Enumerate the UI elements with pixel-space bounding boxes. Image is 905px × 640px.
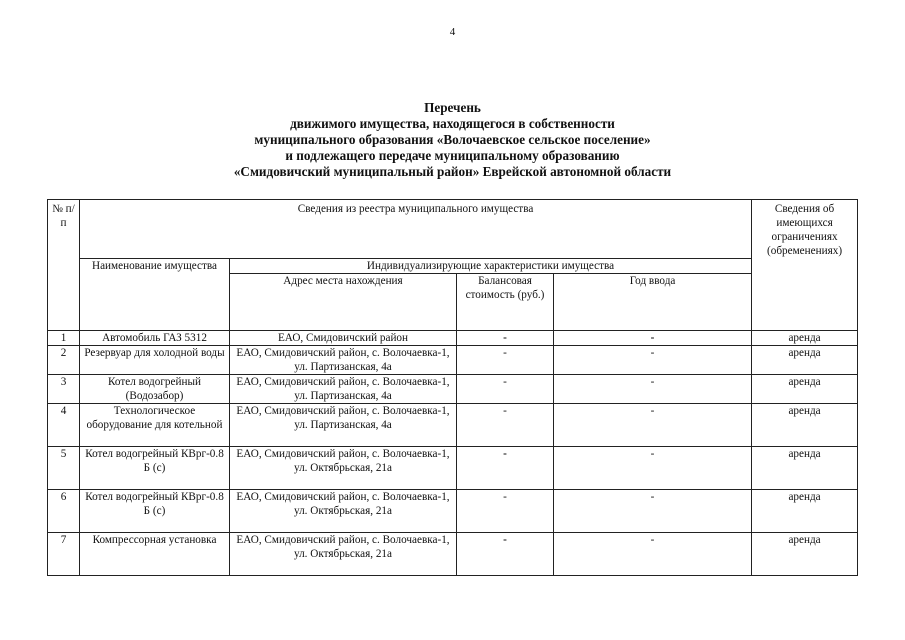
- row-balance: -: [457, 375, 554, 404]
- header-registry: Сведения из реестра муниципального имущества: [80, 200, 752, 259]
- header-year: Год ввода: [554, 274, 752, 331]
- table-row: [48, 331, 858, 346]
- table-row: [48, 490, 858, 533]
- header-name: Наименование имущества: [80, 259, 230, 331]
- row-address: ЕАО, Смидовичский район, с. Волочаевка-1, ул. Октябрьская, 21а: [230, 533, 457, 576]
- row-restriction: аренда: [752, 533, 858, 576]
- title-line-4: и подлежащего передаче муниципальному образованию: [285, 148, 620, 163]
- header-restrictions: Сведения об имеющихся ограничениях (обременениях): [752, 200, 858, 331]
- page-number: 4: [449, 26, 456, 38]
- row-num: 2: [48, 346, 80, 375]
- row-num: 3: [48, 375, 80, 404]
- row-year: -: [554, 533, 752, 576]
- row-restriction: аренда: [752, 346, 858, 375]
- row-address: ЕАО, Смидовичский район, с. Волочаевка-1, ул. Октябрьская, 21а: [230, 490, 457, 533]
- table-row: [48, 447, 858, 490]
- row-name: Резервуар для холодной воды: [80, 346, 230, 375]
- row-restriction: аренда: [752, 331, 858, 346]
- row-num: 4: [48, 404, 80, 447]
- property-table: [47, 199, 858, 576]
- row-year: -: [554, 447, 752, 490]
- title-line-5: «Смидовичский муниципальный район» Еврейской автономной области: [233, 164, 672, 179]
- row-balance: -: [457, 404, 554, 447]
- row-address: ЕАО, Смидовичский район, с. Волочаевка-1, ул. Партизанская, 4а: [230, 346, 457, 375]
- row-restriction: аренда: [752, 375, 858, 404]
- row-restriction: аренда: [752, 404, 858, 447]
- row-balance: -: [457, 447, 554, 490]
- row-address: ЕАО, Смидовичский район, с. Волочаевка-1, ул. Октябрьская, 21а: [230, 447, 457, 490]
- row-name: Котел водогрейный КВрг-0.8 Б (с): [80, 490, 230, 533]
- row-num: 1: [48, 331, 80, 346]
- row-num: 5: [48, 447, 80, 490]
- row-name: Автомобиль ГАЗ 5312: [80, 331, 230, 346]
- row-balance: -: [457, 490, 554, 533]
- row-num: 6: [48, 490, 80, 533]
- document-title: [0, 100, 905, 180]
- header-characteristics: Индивидуализирующие характеристики имущества: [230, 259, 752, 274]
- row-balance: -: [457, 533, 554, 576]
- row-name: Котел водогрейный КВрг-0.8 Б (с): [80, 447, 230, 490]
- table-row: [48, 375, 858, 404]
- row-num: 7: [48, 533, 80, 576]
- table-row: [48, 533, 858, 576]
- table-row: [48, 404, 858, 447]
- header-balance: Балансовая стоимость (руб.): [457, 274, 554, 331]
- row-balance: -: [457, 346, 554, 375]
- title-line-2: движимого имущества, находящегося в собственности: [290, 116, 615, 131]
- header-num: № п/п: [48, 200, 80, 331]
- row-name: Котел водогрейный (Водозабор): [80, 375, 230, 404]
- table-row: [48, 346, 858, 375]
- row-restriction: аренда: [752, 490, 858, 533]
- row-year: -: [554, 346, 752, 375]
- row-balance: -: [457, 331, 554, 346]
- row-year: -: [554, 490, 752, 533]
- title-line-3: муниципального образования «Волочаевское сельское поселение»: [254, 132, 651, 147]
- row-address: ЕАО, Смидовичский район: [230, 331, 457, 346]
- row-restriction: аренда: [752, 447, 858, 490]
- row-year: -: [554, 375, 752, 404]
- row-year: -: [554, 331, 752, 346]
- header-address: Адрес места нахождения: [230, 274, 457, 331]
- row-name: Компрессорная установка: [80, 533, 230, 576]
- row-address: ЕАО, Смидовичский район, с. Волочаевка-1, ул. Партизанская, 4а: [230, 375, 457, 404]
- title-line-1: Перечень: [424, 100, 481, 115]
- row-name: Технологическое оборудование для котельной: [80, 404, 230, 447]
- row-address: ЕАО, Смидовичский район, с. Волочаевка-1, ул. Партизанская, 4а: [230, 404, 457, 447]
- row-year: -: [554, 404, 752, 447]
